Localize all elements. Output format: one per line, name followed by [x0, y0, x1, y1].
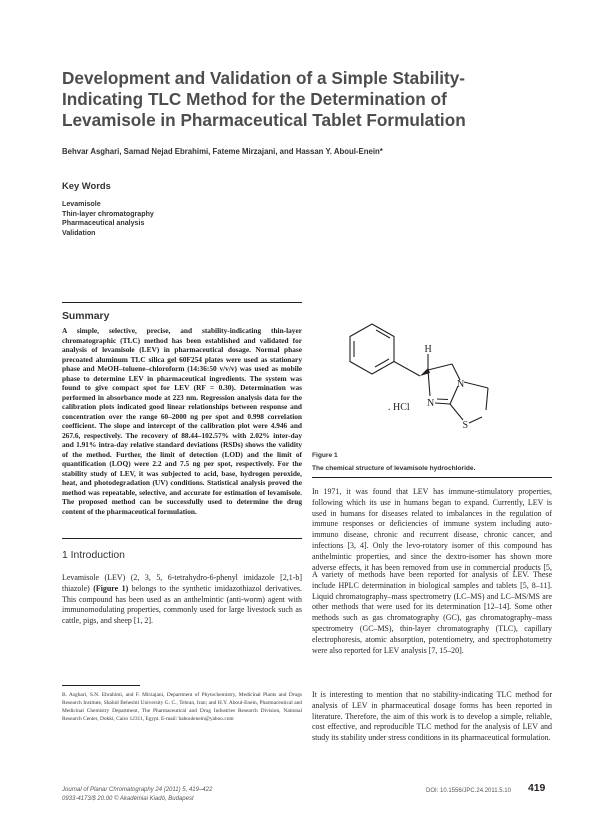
- introduction-text-start: Levamisole (LEV) (2, 3, 5, 6-tetrahydro-6-phenyl imidazole [2,1-b] thiazole): [62, 573, 302, 593]
- body-paragraph: A variety of methods have been reported for analysis of LEV. These include HPLC determination in biological samples and tablets [5, 8–11]. Liquid chromatography–mass spectrometry (LC–MS) and LC–MS/MS are other methods that were used for its determination [12–14]. Some other methods such as gas chromatography (GC), gas chromatography–mass spectrometry (GC–MS), thin-layer chromatography (TLC), capillary electrophoresis, atomic absorption, potentiometry, and spectrophotometry were also reported for LEV analysis [7, 15–20].: [312, 570, 552, 655]
- introduction-body: [62, 573, 302, 643]
- keyword-item: Pharmaceutical analysis: [62, 219, 145, 228]
- hydrogen-label: H: [424, 344, 432, 355]
- keyword-item: Thin-layer chromatography: [62, 209, 154, 218]
- figure-reference-link[interactable]: (Figure 1): [93, 583, 129, 593]
- introduction-text-end: belongs to the synthetic imidazothiazol derivatives. This compound has been used as an anthelmintic (anti-worm) agent with immunomodulating properties, commonly used for large livestock such as cattle, pigs, and sheep [1, 2].: [62, 583, 302, 626]
- ring-bond: [469, 417, 482, 423]
- keyword-item: Levamisole: [62, 200, 101, 208]
- ring-bond: [464, 382, 488, 388]
- author-list: [62, 147, 542, 157]
- article-title: Development and Validation of a Simple Stability-Indicating TLC Method for the Determination of Levamisole in Pharmaceutical Tablet Formulation: [62, 68, 466, 130]
- doi-text: DOI: 10.1556/JPC.24.2011.5.10: [426, 788, 511, 794]
- introduction-divider: [62, 538, 302, 539]
- body-paragraph: In 1971, it was found that LEV has immune-stimulatory properties, following which its use in humans began to expand. Currently, LEV is used in humans for diseases related to imbalances in the regulation of immune responses or deficiencies of immune system including auto-immuno disease, chronic and recurrent disease, chronic cancer, and infections [3, 4]. Only the levo-rotatory isomer of this compound has anthelmintic properties, and since the dextro-isomer has shown more adverse effects, it has been removed from use in commercial products [5,: [312, 487, 552, 572]
- journal-citation: Journal of Planar Chromatography 24 (2011) 5, 419–422: [62, 787, 213, 793]
- figure-label: Figure 1: [312, 452, 338, 459]
- introduction-heading: 1 Introduction: [62, 550, 125, 561]
- ring-bond: [486, 388, 488, 410]
- ring-bond: [428, 364, 452, 370]
- keywords-heading: Key Words: [62, 180, 111, 191]
- sulfur-label: S: [462, 420, 469, 431]
- ring-bond: [450, 404, 463, 420]
- footnote-divider: [62, 685, 140, 686]
- summary-body: A simple, selective, precise, and stability-indicating thin-layer chromatographic (TLC) method has been established and validated for analysis of levamisole (LEV) in pharmaceutical dosage. Normal phase precoated aluminum TLC silica gel 60F254 plates were used as stationary phase and MeOH–toluene–chloroform (14:36:50 v/v/v) was used as mobile phase to determine LEV in pharmaceutical ingredients. The system was found to give compact spot for LEV (RF = 0.30). Determination was performed in absorbance mode at 223 nm. Regression analysis data for the calibration plots indicated good linear relationships between response and concentration over the range 60–2000 ng per spot and 0.998 correlation coefficient. The slope and intercept of the calibration plot were 4.946 and 267.6, respectively. The recovery of 88.44–102.57% with 2.02% inter-day and 1.91% intra-day relative standard deviations (RSDs) shows the validity of the method. Further, the limit of detection (LOD) and the limit of quantification (LOQ) were 2.2 and 7.5 ng per spot, respectively. For the stability study of LEV, it was subjected to acid, base, hydrogen peroxide, heat, and photodegradation (UV) conditions. Statistical analysis proved the method was repeatable, selective, and accurate for estimation of levamisole. The proposed method can be successfully used to determine the drug content of the pharmaceutical formulation.: [62, 326, 302, 516]
- ring-bond: [428, 370, 430, 396]
- ring-double-bond: [437, 399, 448, 400]
- phenyl-bond: [394, 362, 420, 377]
- summary-heading: Summary: [62, 311, 110, 322]
- nitrogen-label: N: [457, 379, 465, 390]
- summary-divider: [62, 302, 302, 303]
- hcl-label: . HCl: [388, 402, 410, 413]
- body-paragraph: It is interesting to mention that no stability-indicating TLC method for analysis of LEV in pharmaceutical dosage forms has been reported in literature. Therefore, the aim of this work is to develop a simple, reliable, cost effective, and reproducible TLC method for the analysis of LEV and study its stability under stress conditions in its pharmaceutical formulation.: [312, 690, 552, 743]
- nitrogen-label: N: [427, 398, 435, 409]
- keywords-list: [62, 200, 154, 238]
- keyword-item: Validation: [62, 228, 96, 237]
- figure-caption: The chemical structure of levamisole hydrochloride.: [312, 465, 476, 472]
- levamisole-structure-diagram: [328, 318, 538, 448]
- author-names: Behvar Asghari, Samad Nejad Ebrahimi, Fateme Mirzajani, and Hassan Y. Aboul-Enein*: [62, 147, 383, 156]
- journal-copyright: 0933-4173/$ 20.00 © Akadémiai Kiadó, Budapest: [62, 795, 194, 802]
- journal-info: [62, 786, 212, 803]
- benzene-ring: [350, 324, 394, 374]
- ring-bond: [452, 364, 460, 380]
- ring-bond: [435, 403, 450, 404]
- figure-divider: [312, 477, 552, 478]
- benzene-double-bond: [376, 330, 390, 338]
- page-number: 419: [528, 783, 546, 794]
- affiliation-footnote: B. Asghari, S.N. Ebrahimi, and F. Mirzajani, Department of Phytochemistry, Medicinal Plants and Drugs Research Institute, Shahid Beheshti University G. C., Tehran, Iran; and H.Y. Aboul-Enein, Pharmaceutical and Medicinal Chemistry Department, The Pharmaceutical and Drug Industries Research Division, National Research Center, Dokki, Cairo 12311, Egypt. E-mail: haboulenein@yahoo.com: [62, 692, 302, 722]
